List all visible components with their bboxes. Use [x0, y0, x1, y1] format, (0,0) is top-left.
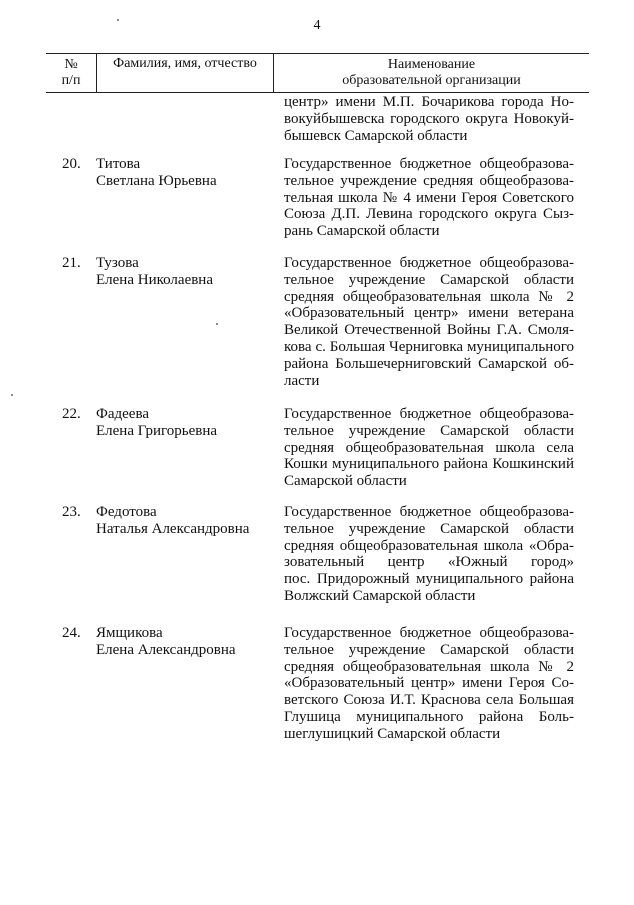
- row-organization: [284, 156, 574, 240]
- row-number: 23.: [62, 504, 81, 520]
- header-organization-line-1: Наименование: [387, 57, 476, 72]
- row-number: 22.: [62, 406, 81, 422]
- org-line: Кошки муниципального района Кошкинский: [284, 456, 574, 473]
- org-line: шеглушицкий Самарской области: [284, 725, 501, 742]
- header-number-line-2: п/п: [61, 73, 81, 88]
- org-line: Великой Отечественной Войны Г.А. Смоля-: [284, 322, 574, 339]
- header-organization: [273, 54, 589, 92]
- page-number: 4: [313, 18, 321, 33]
- row-number: 20.: [62, 156, 81, 172]
- org-line: вокуйбышевска городского округа Новокуй-: [284, 110, 574, 127]
- org-line: тельное учреждение средняя общеобразова-: [284, 172, 574, 189]
- row-given-name: Наталья Александровна: [96, 521, 250, 537]
- org-line: «Образовательный центр» имени ветерана: [284, 305, 574, 322]
- row-surname: Титова: [96, 156, 141, 172]
- row-surname: Ямщикова: [96, 625, 163, 641]
- org-line: кова с. Большая Черниговка муниципального: [284, 338, 574, 355]
- row-number: 24.: [62, 625, 81, 641]
- speck: [216, 323, 218, 325]
- row-given-name: Елена Григорьевна: [96, 423, 218, 439]
- org-line: пос. Придорожный муниципального района: [284, 571, 574, 588]
- row-surname: Фадеева: [96, 406, 149, 422]
- org-line: ласти: [284, 372, 320, 389]
- org-line: зовательный центр «Южный город»: [284, 554, 574, 571]
- org-line: рань Самарской области: [284, 223, 440, 240]
- org-line: средняя общеобразовательная школа «Обра-: [284, 537, 574, 554]
- org-line: Государственное бюджетное общеобразова-: [284, 255, 574, 271]
- org-line: средняя общеобразовательная школа № 2: [284, 288, 574, 305]
- header-number: [46, 54, 96, 92]
- org-line: тельное учреждение Самарской области: [284, 641, 574, 658]
- table-header: [46, 53, 589, 93]
- row-given-name: Светлана Юрьевна: [96, 173, 217, 189]
- org-line: Государственное бюджетное общеобразова-: [284, 156, 574, 172]
- org-line: ветского Союза И.Т. Краснова села Большая: [284, 692, 574, 709]
- org-line: Государственное бюджетное общеобразова-: [284, 625, 574, 641]
- row-given-name: Елена Николаевна: [96, 272, 213, 288]
- org-line: Глушица муниципального района Боль-: [284, 708, 574, 725]
- continued-organization: [284, 94, 574, 144]
- row-organization: [284, 625, 574, 743]
- org-line: тельное учреждение Самарской области: [284, 271, 574, 288]
- row-organization: [284, 504, 574, 605]
- org-line: тельное учреждение Самарской области: [284, 520, 574, 537]
- org-line: средняя общеобразовательная школа № 2: [284, 658, 574, 675]
- org-line: тельное учреждение Самарской области: [284, 422, 574, 439]
- org-line: Союза Д.П. Левина городского округа Сыз-: [284, 206, 574, 223]
- org-line: «Образовательный центр» имени Героя Со-: [284, 675, 574, 692]
- header-organization-line-2: образовательной организации: [342, 73, 521, 88]
- speck: [117, 19, 119, 21]
- org-line: Самарской области: [284, 473, 407, 490]
- speck: [11, 394, 13, 396]
- row-number: 21.: [62, 255, 81, 271]
- org-line: района Большечерниговский Самарской об-: [284, 355, 574, 372]
- org-line: Государственное бюджетное общеобразова-: [284, 504, 574, 520]
- org-line: Волжский Самарской области: [284, 587, 476, 604]
- row-organization: [284, 406, 574, 490]
- header-number-line-1: №: [64, 57, 78, 72]
- header-full-name: Фамилия, имя, отчество: [96, 54, 273, 92]
- org-line: тельная школа № 4 имени Героя Советского: [284, 189, 574, 206]
- row-organization: [284, 255, 574, 389]
- org-line: центр» имени М.П. Бочарикова города Но-: [284, 94, 574, 110]
- row-surname: Тузова: [96, 255, 139, 271]
- org-line: средняя общеобразовательная школа села: [284, 439, 574, 456]
- org-line: бышевск Самарской области: [284, 127, 468, 144]
- row-surname: Федотова: [96, 504, 157, 520]
- row-given-name: Елена Александровна: [96, 642, 236, 658]
- org-line: Государственное бюджетное общеобразова-: [284, 406, 574, 422]
